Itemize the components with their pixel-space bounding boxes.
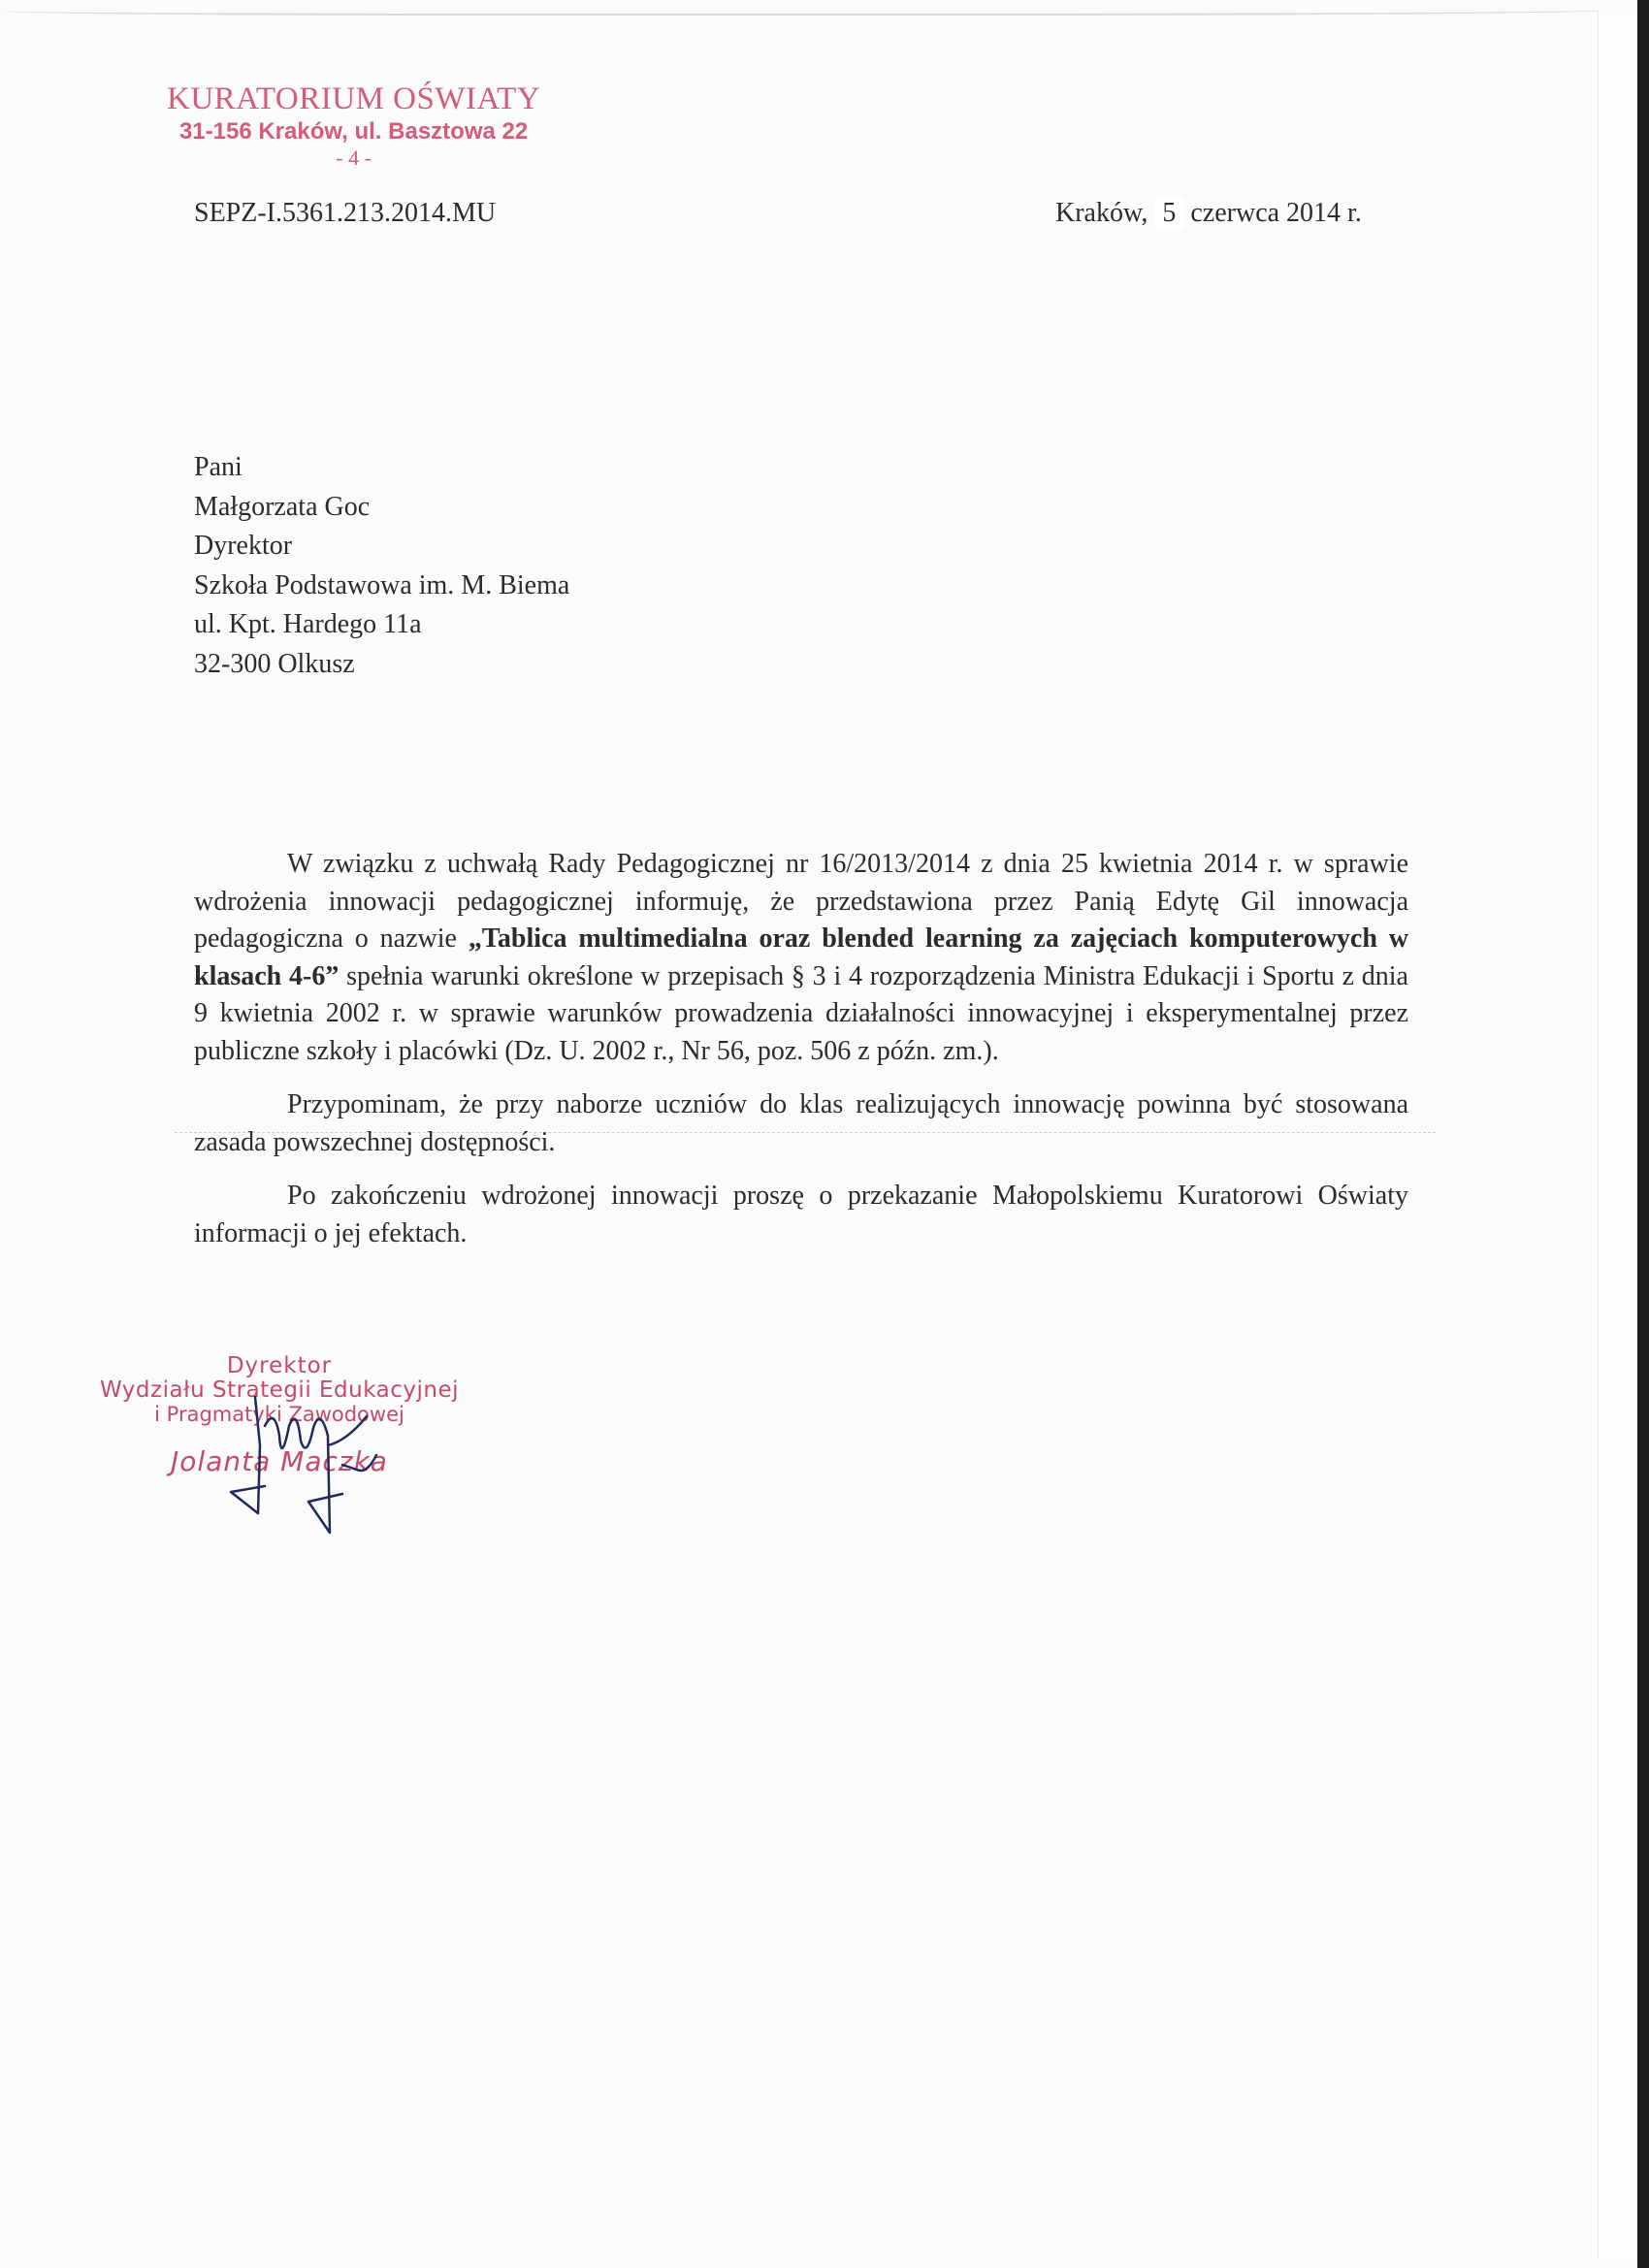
date-month-year: czerwca 2014 r.: [1190, 198, 1362, 228]
recipient-title: Dyrektor: [194, 531, 293, 561]
body-paragraph-2: Przypominam, że przy naborze uczniów do klas realizujących innowację powinna być stosowana zasada powszechnej dostępności.: [194, 1089, 1408, 1157]
signatory-name: Jolanta Maczka: [171, 1444, 388, 1477]
date-day: 5: [1154, 198, 1183, 229]
recipient-name: Małgorzata Goc: [194, 491, 371, 522]
letter-body: [194, 846, 1408, 1269]
body-paragraph-3: Po zakończeniu wdrożonej innowacji proszę o przekazanie Małopolskiemu Kuratorowi Oświaty informacji o jej efektach.: [194, 1181, 1408, 1248]
paragraph-1-text-a: W związku z uchwałą Rady Pedagogicznej nr 16/2013/2014 z dnia 25 kwietnia 2014 r. w sprawie wdrożenia innowacji pedagogicznej informuję, że przedstawiona przez Panią Edytę Gil innowacja pedagogiczna o nazwie: [194, 849, 1408, 954]
recipient-institution: Szkoła Podstawowa im. M. Biema: [194, 569, 570, 600]
recipient-city: 32-300 Olkusz: [194, 648, 355, 679]
signatory-position: Dyrektor: [226, 1353, 333, 1378]
handwritten-signature-icon: [221, 1387, 386, 1542]
paper-top-fold: [0, 0, 1637, 16]
paper-right-edge: [1598, 10, 1637, 2258]
scanner-border: [1637, 0, 1649, 2268]
place: Kraków,: [1055, 198, 1148, 228]
stamp-number: - 4 -: [336, 145, 372, 170]
place-date: [1055, 198, 1362, 229]
stamp-address: 31-156 Kraków, ul. Basztowa 22: [178, 117, 529, 145]
signatory-department: Wydziału Strategii Edukacyjnej: [99, 1377, 460, 1404]
recipient-street: ul. Kpt. Hardego 11a: [194, 609, 422, 639]
reference-number: SEPZ-I.5361.213.2014.MU: [194, 198, 497, 228]
office-stamp: [167, 81, 540, 170]
paragraph-1-text-b: spełnia warunki określone w przepisach § 3 i 4 rozporządzenia Ministra Edukacji i Sportu z dnia 9 kwietnia 2002 r. w sprawie warunków prowadzenia działalności innowacyjnej i eksperymentalnej przez publiczne szkoły i placówki (Dz. U. 2002 r., Nr 56, poz. 506 z późn. zm.).: [194, 960, 1408, 1066]
recipient-address: [194, 448, 569, 684]
stamp-office-name: KURATORIUM OŚWIATY: [167, 81, 541, 116]
body-paragraph-1: [194, 846, 1408, 1070]
innovation-title: „Tablica multimedialna oraz blended learning za zajęciach komputerowych w klasach 4-6”: [194, 923, 1409, 991]
signatory-department-2: i Pragmatyki Zawodowej: [154, 1402, 404, 1426]
recipient-salutation: Pani: [194, 452, 242, 482]
